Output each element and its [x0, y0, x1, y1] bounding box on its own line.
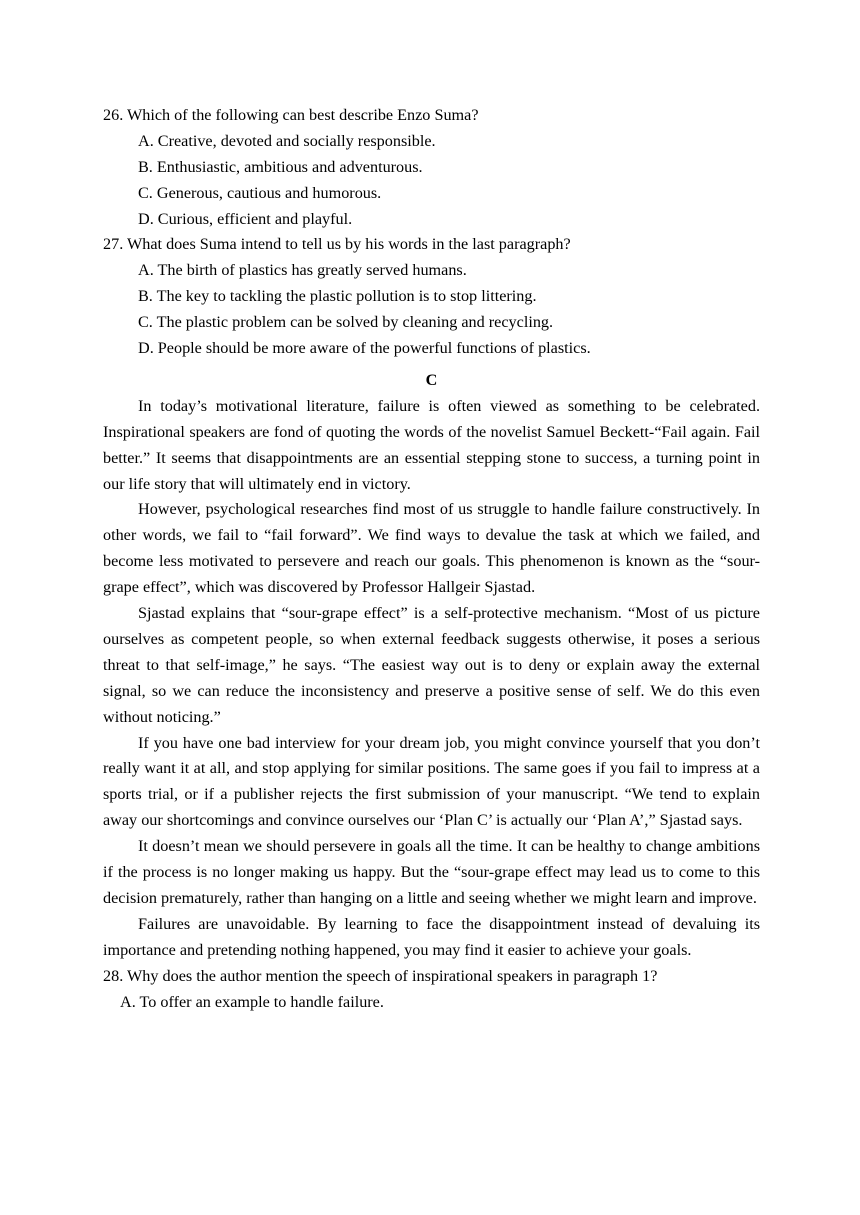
- passage-paragraph-5: It doesn’t mean we should persevere in goals all the time. It can be healthy to change ambitions if the process is no longer making us happy. But the “sour-grape effect may lead us to come to this decision prematurely, rather than hanging on a little and seeing whether we might learn and improve.: [103, 837, 760, 908]
- passage-paragraph-2: However, psychological researches find most of us struggle to handle failure constructively. In other words, we fail to “fail forward”. We find ways to devalue the task at which we failed, and become less motivated to persevere and reach our goals. This phenomenon is known as the “sour-grape effect”, which was discovered by Professor Hallgeir Sjastad.: [103, 500, 760, 597]
- question-28-option-a: A. To offer an example to handle failure.: [120, 992, 384, 1011]
- question-27-option-a: A. The birth of plastics has greatly served humans.: [138, 261, 467, 280]
- question-26-option-c: C. Generous, cautious and humorous.: [138, 183, 382, 202]
- question-27-option-d: D. People should be more aware of the powerful functions of plastics.: [138, 339, 591, 358]
- passage-paragraph-4: If you have one bad interview for your dream job, you might convince yourself that you don’t really want it at all, and stop applying for similar positions. The same goes if you fail to impress at a sports trial, or if a publisher rejects the first submission of your manuscript. “We tend to explain away our shortcomings and convince ourselves our ‘Plan C’ is actually our ‘Plan A’,” Sjastad says.: [103, 733, 760, 830]
- question-26-stem: 26. Which of the following can best describe Enzo Suma?: [103, 106, 479, 124]
- question-27-option-b: B. The key to tackling the plastic pollution is to stop littering.: [138, 287, 537, 306]
- question-28-stem: 28. Why does the author mention the speech of inspirational speakers in paragraph 1?: [103, 966, 658, 985]
- question-26-option-b: B. Enthusiastic, ambitious and adventurous.: [138, 157, 423, 176]
- question-26-option-a: A. Creative, devoted and socially responsible.: [138, 131, 436, 150]
- question-26-option-d: D. Curious, efficient and playful.: [138, 209, 353, 228]
- passage-paragraph-1: In today’s motivational literature, failure is often viewed as something to be celebrated. Inspirational speakers are fond of quoting the words of the novelist Samuel Beckett-“Fail again. Fail better.” It seems that disappointments are an essential stepping stone to success, a turning point in our life story that will ultimately end in victory.: [103, 396, 760, 493]
- section-heading: C: [425, 370, 438, 389]
- document-page: [103, 103, 760, 1016]
- passage-paragraph-6: Failures are unavoidable. By learning to face the disappointment instead of devaluing its importance and pretending nothing happened, you may find it easier to achieve your goals.: [103, 914, 760, 959]
- question-27-option-c: C. The plastic problem can be solved by cleaning and recycling.: [138, 313, 554, 332]
- passage-paragraph-3: Sjastad explains that “sour-grape effect” is a self-protective mechanism. “Most of us picture ourselves as competent people, so when external feedback suggests otherwise, it poses a serious threat to that self-image,” he says. “The easiest way out is to deny or explain away the external signal, so we can reduce the inconsistency and preserve a positive sense of self. We do this even without noticing.”: [103, 604, 760, 726]
- question-27-stem: 27. What does Suma intend to tell us by his words in the last paragraph?: [103, 235, 571, 254]
